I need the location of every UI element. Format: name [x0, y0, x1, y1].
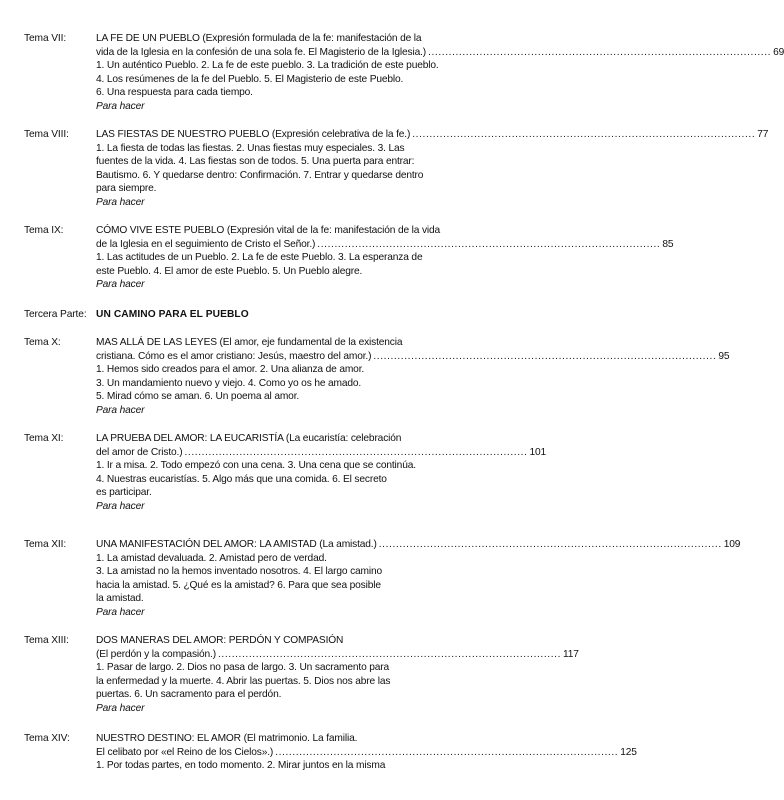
entry-subtopics-line: la enfermedad y la muerte. 4. Abrir las puertas. 5. Dios nos abre las: [96, 675, 391, 687]
entry-subtopics-line: 4. Nuestras eucaristías. 5. Algo más que una comida. 6. El secreto: [96, 473, 387, 485]
para-hacer-note: Para hacer: [96, 404, 145, 416]
dot-leader: ....................................................................................................: [275, 746, 619, 758]
entry-label: Tema XIII:: [24, 635, 69, 646]
dot-leader: ....................................................................................................: [217, 648, 562, 660]
entry-body: [96, 32, 784, 113]
entry-subtopics-line: puertas. 6. Un sacramento para el perdón.: [96, 689, 282, 700]
entry-title-leader-line: cristiana. Cómo es el amor cristiano: Jesús, maestro del amor.) .................................................................................................... 95: [96, 350, 730, 362]
dot-leader: ....................................................................................................: [412, 129, 756, 140]
entry-subtopics-line: fuentes de la vida. 4. Las fiestas son de todos. 5. Una puerta para entrar:: [96, 156, 415, 167]
page-number: 125: [620, 746, 637, 758]
entry-label: Tema VIII:: [24, 129, 69, 140]
entry-body: [96, 128, 769, 209]
para-hacer-note: Para hacer: [96, 279, 145, 290]
entry-subtopics-line: 1. La amistad devaluada. 2. Amistad pero de verdad.: [96, 552, 327, 564]
entry-body: [96, 538, 741, 619]
entry-subtopics-line: Bautismo. 6. Y quedarse dentro: Confirmación. 7. Entrar y quedarse dentro: [96, 169, 424, 181]
entry-title-line: LA FE DE UN PUEBLO (Expresión formulada de la fe: manifestación de la: [96, 33, 422, 44]
entry-subtopics-line: 3. Un mandamiento nuevo y viejo. 4. Como yo os he amado.: [96, 377, 362, 389]
entry-title-leader-line: UNA MANIFESTACIÓN DEL AMOR: LA AMISTAD (La amistad.) .................................................................................................... 109: [96, 539, 741, 550]
entry-title-leader-line: LAS FIESTAS DE NUESTRO PUEBLO (Expresión celebrativa de la fe.) .................................................................................................... 77: [96, 129, 769, 140]
entry-subtopics-line: 6. Una respuesta para cada tiempo.: [96, 87, 253, 98]
entry-title-leader-line: vida de la Iglesia en la confesión de una sola fe. El Magisterio de la Iglesia.) .................................................................................................... 69: [96, 46, 784, 58]
entry-subtopics-line: 1. Hemos sido creados para el amor. 2. Una alianza de amor.: [96, 364, 365, 375]
entry-subtopics-line: la amistad.: [96, 593, 144, 604]
entry-body: [96, 224, 674, 292]
entry-label: Tema XI:: [24, 433, 64, 444]
entry-body: [96, 432, 547, 513]
entry-subtopics-line: 1. Ir a misa. 2. Todo empezó con una cena. 3. Una cena que se continúa.: [96, 460, 416, 471]
entry-subtopics-line: 3. La amistad no la hemos inventado nosotros. 4. El largo camino: [96, 566, 383, 577]
part-label: Tercera Parte:: [24, 309, 87, 320]
entry-label: Tema VII:: [24, 33, 67, 44]
entry-subtopics-line: hacia la amistad. 5. ¿Qué es la amistad? 6. Para que sea posible: [96, 579, 381, 591]
page-number: 95: [718, 350, 730, 362]
entry-label: Tema XII:: [24, 539, 67, 550]
para-hacer-note: Para hacer: [96, 100, 145, 112]
entry-title-leader-line: de la Iglesia en el seguimiento de Cristo el Señor.) .................................................................................................... 85: [96, 238, 674, 250]
entry-body: [96, 336, 730, 417]
page-number: 101: [529, 446, 547, 458]
dot-leader: ....................................................................................................: [428, 46, 772, 58]
page-number: 117: [563, 648, 579, 660]
entry-subtopics-line: 1. Las actitudes de un Pueblo. 2. La fe de este Pueblo. 3. La esperanza de: [96, 252, 423, 263]
dot-leader: ....................................................................................................: [184, 446, 528, 458]
entry-title-leader-line: El celibato por «el Reino de los Cielos».) .................................................................................................... 125: [96, 746, 637, 758]
entry-body: [96, 634, 579, 715]
para-hacer-note: Para hacer: [96, 606, 145, 618]
entry-title-line: MAS ALLÁ DE LAS LEYES (El amor, eje fundamental de la existencia: [96, 337, 403, 348]
dot-leader: ....................................................................................................: [317, 238, 661, 250]
page-number: 109: [723, 539, 741, 550]
para-hacer-note: Para hacer: [96, 196, 145, 208]
page-number: 77: [757, 129, 769, 140]
entry-label: Tema IX:: [24, 225, 64, 236]
entry-title-line: DOS MANERAS DEL AMOR: PERDÓN Y COMPASIÓN: [96, 635, 344, 646]
page-number: 69: [773, 46, 784, 58]
para-hacer-note: Para hacer: [96, 500, 145, 512]
entry-title-line: LA PRUEBA DEL AMOR: LA EUCARISTÍA (La eucaristía: celebración: [96, 433, 402, 444]
entry-subtopics-line: 1. La fiesta de todas las fiestas. 2. Unas fiestas muy especiales. 3. Las: [96, 142, 405, 154]
entry-subtopics-line: 1. Un auténtico Pueblo. 2. La fe de este pueblo. 3. La tradición de este pueblo.: [96, 60, 439, 71]
entry-subtopics-line: 5. Mirad cómo se aman. 6. Un poema al amor.: [96, 391, 300, 402]
dot-leader: ....................................................................................................: [378, 539, 722, 550]
entry-subtopics-line: es participar.: [96, 487, 152, 498]
page-number: 85: [662, 238, 674, 250]
entry-label: Tema XIV:: [24, 733, 70, 744]
entry-subtopics-line: 1. Pasar de largo. 2. Dios no pasa de largo. 3. Un sacramento para: [96, 662, 390, 673]
dot-leader: ....................................................................................................: [373, 350, 717, 362]
entry-subtopics-line: este Pueblo. 4. El amor de este Pueblo. 5. Un Pueblo alegre.: [96, 265, 363, 277]
entry-body: [96, 732, 637, 773]
entry-subtopics-line: 4. Los resúmenes de la fe del Pueblo. 5. El Magisterio de este Pueblo.: [96, 73, 404, 85]
para-hacer-note: Para hacer: [96, 702, 145, 714]
entry-subtopics-line: para siempre.: [96, 183, 157, 194]
entry-title-leader-line: (El perdón y la compasión.) .................................................................................................... 117: [96, 648, 579, 660]
entry-subtopics-line: 1. Por todas partes, en todo momento. 2. Mirar juntos en la misma: [96, 760, 386, 771]
entry-title-line: CÓMO VIVE ESTE PUEBLO (Expresión vital de la fe: manifestación de la vida: [96, 225, 441, 236]
entry-title-line: NUESTRO DESTINO: EL AMOR (El matrimonio. La familia.: [96, 733, 358, 744]
entry-title-leader-line: del amor de Cristo.) .................................................................................................... 101: [96, 446, 547, 458]
part-title: UN CAMINO PARA EL PUEBLO: [96, 309, 249, 320]
entry-label: Tema X:: [24, 337, 61, 348]
